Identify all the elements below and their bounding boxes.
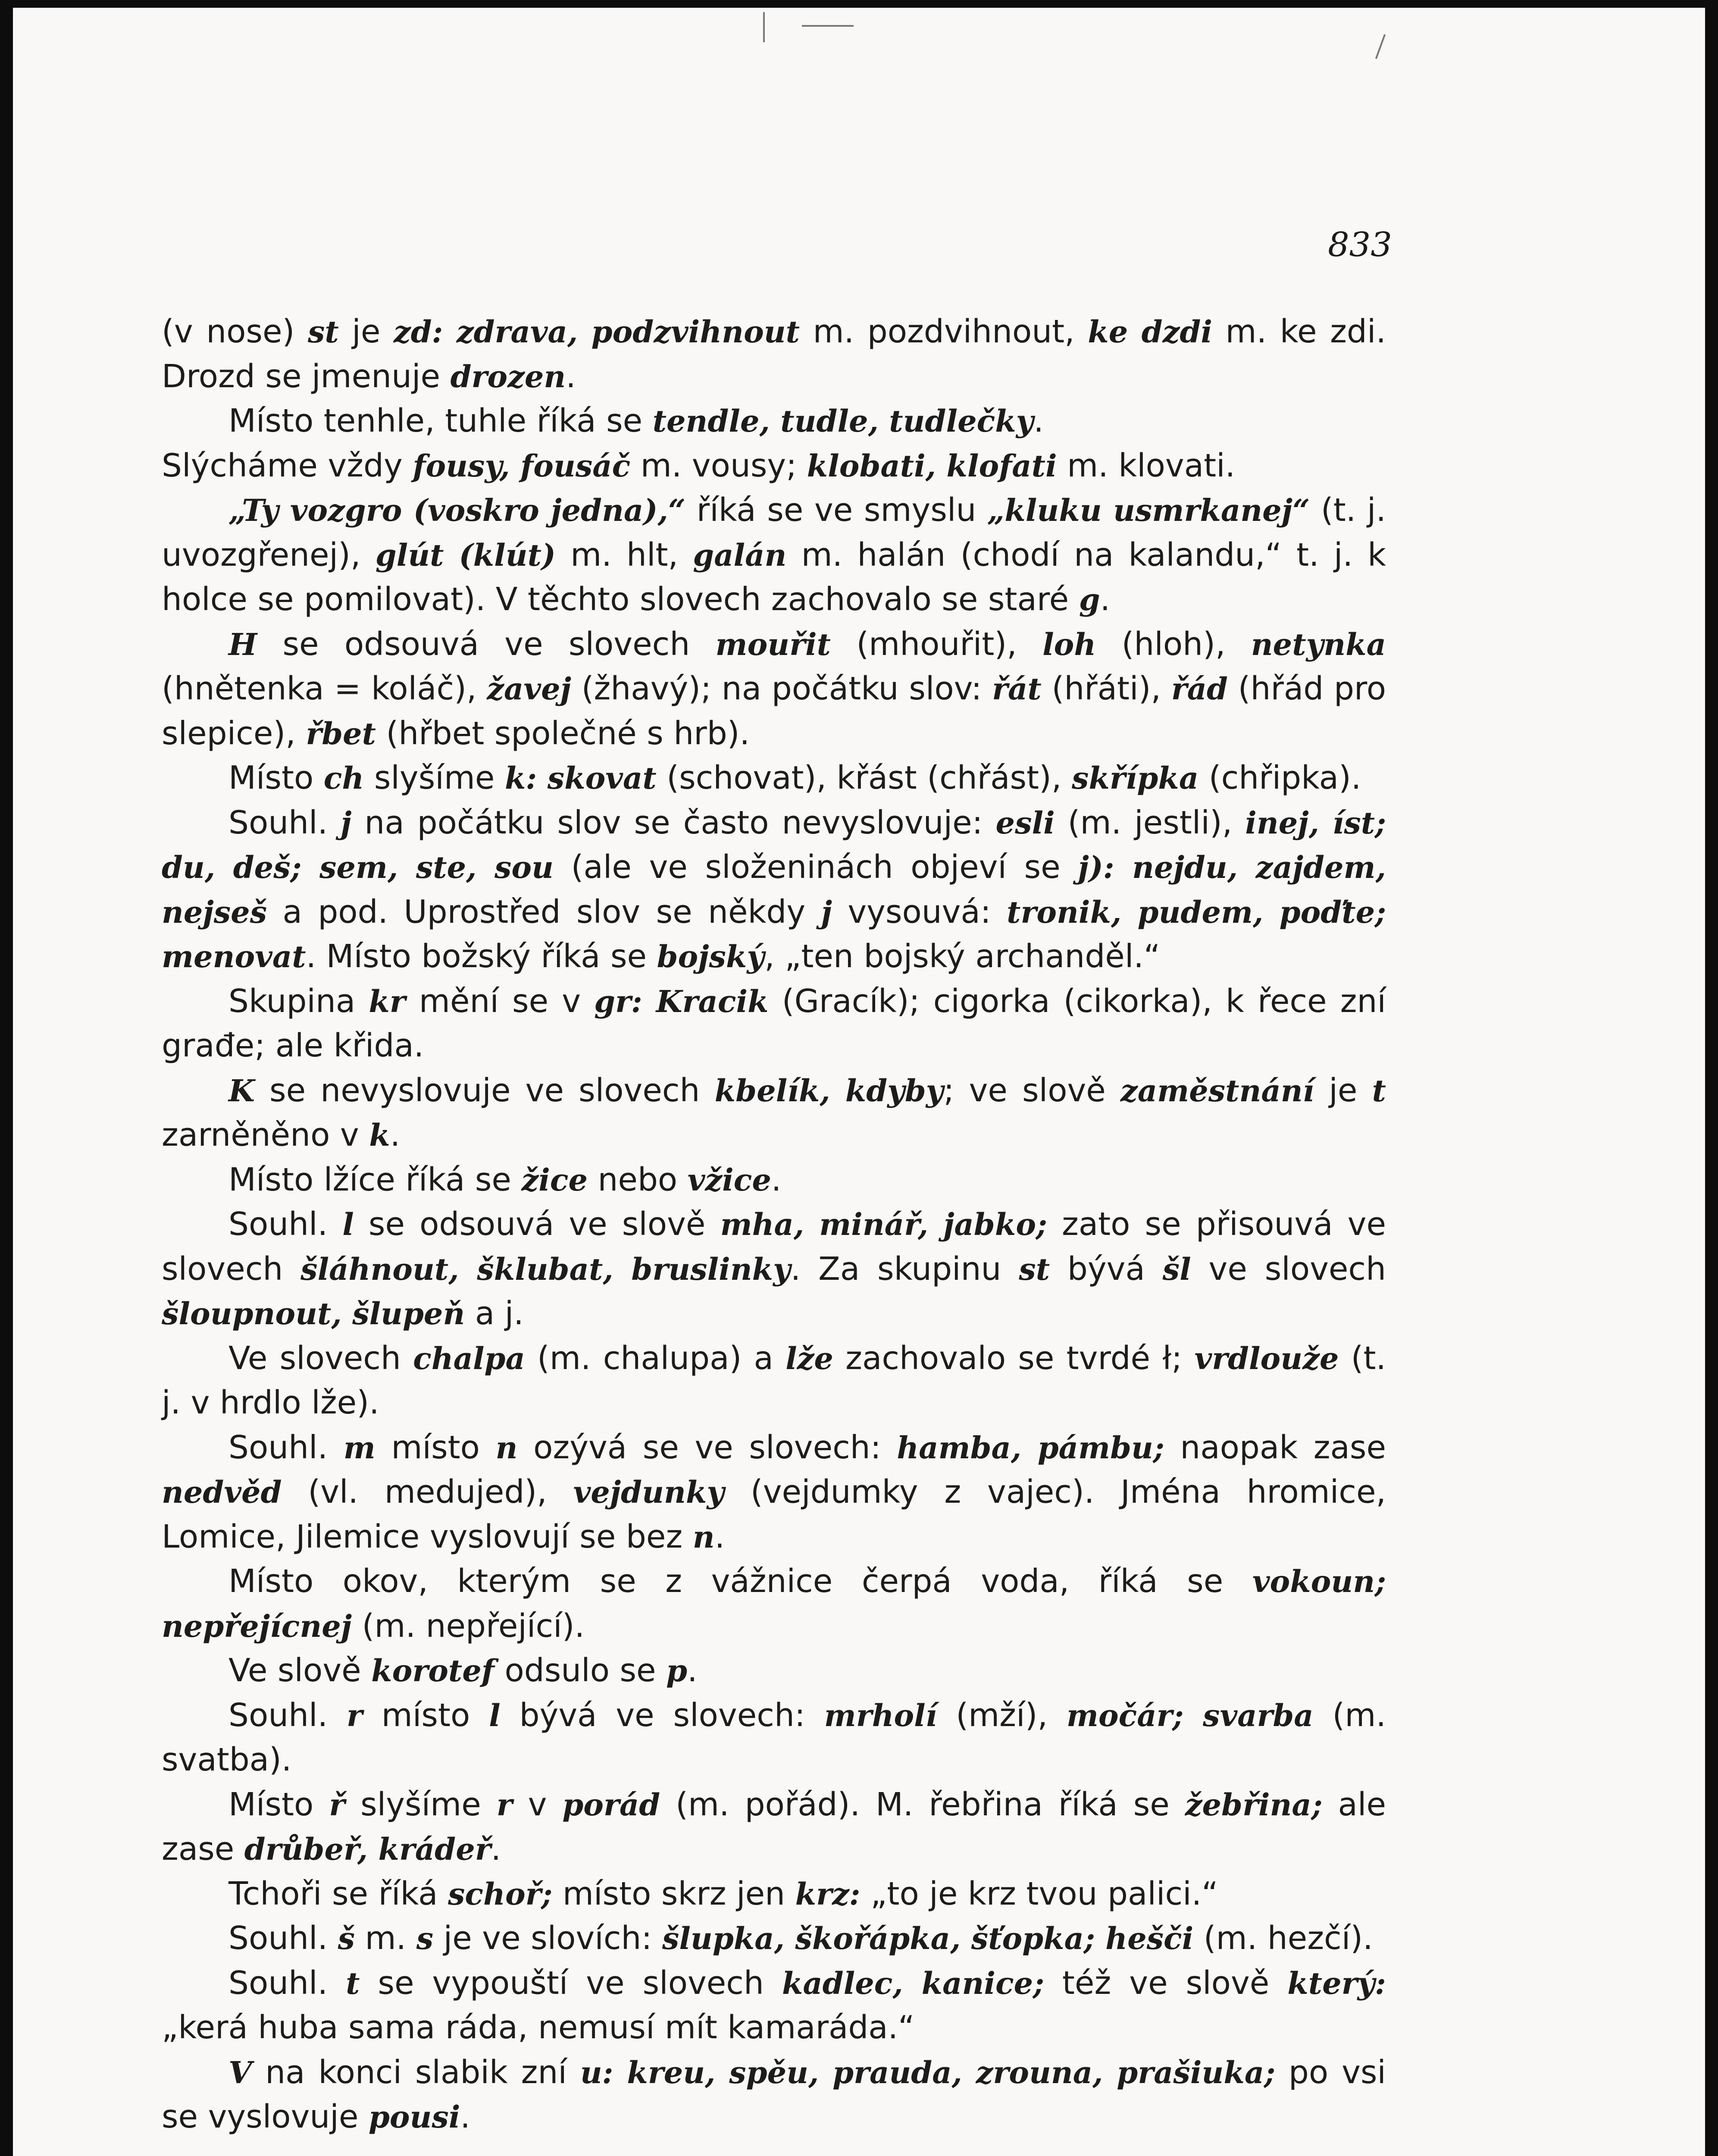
italic-term: esli	[995, 805, 1055, 841]
text-run: „kerá huba sama ráda, nemusí mít kamaráda.“	[162, 2009, 915, 2046]
text-run: . Za skupinu	[790, 1250, 1019, 1288]
text-run: (Gracík); cigorka (cikorka), k řece zní građe; ale křida.	[162, 982, 1386, 1064]
italic-term: zd: zdrava, podzvihnout	[393, 314, 800, 350]
italic-term: V	[228, 2054, 252, 2090]
italic-term: st	[1019, 1251, 1050, 1287]
italic-term: „Ty vozgro (voskro jedna),“	[228, 492, 686, 528]
italic-term: chalpa	[413, 1340, 525, 1376]
italic-term: u: kreu, spěu, prauda, zrouna, prašiuka;	[580, 2054, 1276, 2090]
body-text	[162, 310, 1386, 2140]
text-run: (m. pořád). M. řebřina říká se	[660, 1786, 1185, 1823]
italic-term: gr: Kracik	[594, 983, 769, 1019]
text-run: , „ten bojský archanděl.“	[764, 938, 1161, 975]
italic-term: vejdunky	[573, 1474, 725, 1510]
italic-term: k	[369, 1117, 390, 1153]
italic-term: st	[307, 314, 339, 350]
text-run: slyšíme	[364, 759, 505, 796]
paragraph	[162, 310, 1386, 399]
paragraph	[162, 1202, 1386, 1336]
text-run: bývá	[1050, 1250, 1163, 1288]
text-run: m. hlt,	[556, 536, 693, 573]
text-run: .	[771, 1161, 782, 1198]
text-run: m. ke zdi. Drozd se jmenuje	[162, 313, 1386, 395]
italic-term: šláhnout, šklubat, bruslinky	[300, 1251, 791, 1287]
text-run: (hřbet společné s hrb).	[376, 714, 750, 752]
text-run: se odsouvá ve slově	[354, 1206, 720, 1243]
italic-term: ř	[329, 1786, 345, 1823]
text-run: Slýcháme vždy	[162, 447, 413, 484]
text-run: m. klovati.	[1057, 447, 1236, 484]
italic-term: m	[343, 1429, 376, 1466]
italic-term: schoř;	[448, 1876, 553, 1912]
text-run: m. vousy;	[630, 447, 807, 484]
text-run: bývá ve slovech:	[500, 1696, 824, 1734]
text-run: slyšíme	[345, 1786, 497, 1823]
text-run: Ve slově	[228, 1652, 372, 1689]
text-run: .	[687, 1652, 698, 1689]
text-run: Souhl.	[228, 804, 341, 841]
text-run: je ve slovích:	[433, 1920, 662, 1957]
italic-term: bojský	[657, 939, 765, 975]
text-run: . Místo božský říká se	[306, 938, 657, 975]
italic-term: inej, íst; du, deš; sem, ste, sou	[162, 805, 1386, 885]
text-run: je	[1314, 1072, 1372, 1109]
italic-term: krz:	[795, 1876, 861, 1912]
italic-term: žavej	[487, 671, 571, 707]
italic-term: glút (klút)	[375, 537, 556, 573]
italic-term: l	[342, 1206, 354, 1242]
paragraph	[162, 1158, 1386, 1203]
text-run: zato se přisouvá ve slovech	[162, 1206, 1386, 1288]
text-run: .	[1033, 402, 1044, 439]
italic-term: fousy, fousáč	[413, 448, 631, 484]
italic-term: kadlec, kanice;	[782, 1965, 1044, 2001]
text-run: je	[338, 313, 394, 350]
text-run: .	[390, 1116, 401, 1153]
paragraph	[162, 1693, 1386, 1783]
text-run: Místo okov, kterým se z vážnice čerpá voda, říká se	[228, 1563, 1252, 1600]
text-run: (t. j. v hrdlo lže).	[162, 1339, 1386, 1421]
text-run: (hnětenka = koláč),	[162, 670, 487, 707]
italic-term: j): nejdu, zajdem, nejseš	[162, 849, 1386, 930]
paragraph	[162, 1426, 1386, 1560]
scan-artifact	[763, 12, 765, 42]
text-run: (vl. medujed),	[282, 1473, 573, 1510]
italic-term: k: skovat	[504, 760, 657, 796]
scan-artifact	[802, 25, 854, 27]
italic-term: p	[666, 1653, 688, 1689]
text-run: .	[460, 2098, 470, 2135]
text-run: (schovat), křást (chřást),	[656, 759, 1072, 796]
text-run: „to je krz tvou palici.“	[860, 1875, 1218, 1912]
paragraph	[162, 1648, 1386, 1693]
italic-term: žebřina;	[1185, 1786, 1323, 1823]
text-run: Souhl.	[228, 1696, 347, 1734]
paragraph	[162, 444, 1386, 489]
text-run: (žhavý); na počátku slov:	[571, 670, 992, 707]
paragraph	[162, 1069, 1386, 1158]
text-run: (m. nepřející).	[352, 1607, 585, 1645]
text-run: (chřipka).	[1199, 759, 1361, 796]
italic-term: galán	[693, 537, 787, 573]
italic-term: řád	[1171, 671, 1228, 707]
italic-term: drůbeř, krádeř	[244, 1831, 491, 1867]
italic-term: ch	[323, 760, 364, 796]
scan-artifact	[1375, 34, 1386, 59]
italic-term: j	[821, 894, 832, 930]
text-run: .	[1100, 581, 1111, 618]
text-run: v	[512, 1786, 563, 1823]
italic-term: klobati, klofati	[807, 448, 1057, 484]
text-run: Ve slovech	[228, 1339, 413, 1377]
text-run: Souhl.	[228, 1206, 343, 1243]
book-page	[13, 8, 1705, 2156]
italic-term: šl	[1162, 1251, 1191, 1287]
text-run: mění se v	[405, 982, 595, 1020]
italic-term: ke dzdi	[1088, 314, 1212, 350]
text-run: na počátku slov se často nevyslovuje:	[351, 804, 996, 841]
text-run: Souhl.	[228, 1964, 346, 2002]
italic-term: nedvěd	[162, 1474, 282, 1510]
italic-term: zaměstnání	[1120, 1072, 1314, 1109]
text-run: Místo	[228, 759, 324, 796]
text-run: místo skrz jen	[552, 1875, 795, 1912]
italic-term: šloupnout, šlupeň	[162, 1296, 465, 1332]
text-run: (m. svatba).	[162, 1696, 1386, 1778]
paragraph	[162, 1961, 1386, 2050]
text-run: (m. jestli),	[1055, 804, 1245, 841]
italic-term: šlupka, škořápka, šťopka; hešči	[662, 1921, 1194, 1956]
text-run: Místo lžíce říká se	[228, 1161, 522, 1198]
italic-term: l	[489, 1697, 501, 1733]
text-run: ; ve slově	[943, 1072, 1120, 1109]
paragraph	[162, 1559, 1386, 1648]
text-run: a pod. Uprostřed slov se někdy	[267, 893, 821, 931]
paragraph	[162, 801, 1386, 979]
text-run: vysouvá:	[832, 893, 1007, 931]
text-run: místo	[362, 1696, 489, 1734]
italic-term: žice	[521, 1162, 588, 1198]
paragraph	[162, 488, 1386, 622]
text-run: naopak zase	[1164, 1429, 1386, 1466]
paragraph	[162, 1336, 1386, 1426]
italic-term: t	[1372, 1072, 1386, 1109]
text-run: zarněněno v	[162, 1116, 369, 1153]
italic-term: j	[341, 805, 352, 841]
text-run: (mží),	[937, 1696, 1067, 1734]
italic-term: tronik, pudem, poďte; menovat	[162, 894, 1386, 975]
text-run: m. halán (chodí na kalandu,“ t. j. k holce se pomilovat). V těchto slovech zachovalo se staré	[162, 536, 1386, 618]
paragraph	[162, 1916, 1386, 1961]
italic-term: loh	[1042, 626, 1096, 662]
italic-term: řát	[992, 671, 1042, 707]
paragraph	[162, 1783, 1386, 1872]
italic-term: g	[1079, 582, 1100, 617]
italic-term: r	[347, 1697, 363, 1733]
text-run: odsulo se	[494, 1652, 667, 1689]
text-run: nebo	[588, 1161, 688, 1198]
italic-term: drozen	[450, 358, 566, 395]
italic-term: který:	[1287, 1965, 1386, 2001]
italic-term: netynka	[1251, 626, 1386, 662]
italic-term: mouřit	[715, 626, 831, 662]
text-run: (hřáti),	[1041, 670, 1171, 707]
text-run: Místo tenhle, tuhle říká se	[228, 402, 653, 439]
text-run: .	[491, 1830, 501, 1868]
paragraph	[162, 1872, 1386, 1917]
text-run: (mhouřit),	[831, 625, 1043, 663]
paragraph	[162, 979, 1386, 1069]
text-run: (vejdumky z vajec). Jména hromice, Lomice, Jilemice vyslovují se bez	[162, 1473, 1386, 1555]
italic-term: vrdlouže	[1194, 1340, 1339, 1376]
text-run: též ve slově	[1044, 1964, 1288, 2002]
text-run: .	[566, 357, 576, 395]
italic-term: vokoun; nepřejícnej	[162, 1564, 1386, 1644]
paragraph	[162, 622, 1386, 756]
paragraph	[162, 399, 1386, 444]
italic-term: kr	[369, 983, 406, 1019]
italic-term: tendle, tudle, tudlečky	[652, 403, 1034, 439]
italic-term: hamba, pámbu;	[897, 1429, 1164, 1466]
italic-term: močár; svarba	[1066, 1697, 1314, 1733]
italic-term: mha, minář, jabko;	[720, 1206, 1047, 1242]
italic-term: H	[228, 626, 257, 662]
paragraph	[162, 756, 1386, 801]
text-run: (hloh),	[1096, 625, 1251, 663]
text-run: (m. chalupa) a	[525, 1339, 786, 1377]
text-run: (m. hezčí).	[1193, 1920, 1373, 1957]
text-run: ozývá se ve slovech:	[517, 1429, 897, 1466]
page-number: 833	[1328, 226, 1392, 264]
italic-term: s	[416, 1921, 434, 1956]
text-run: místo	[375, 1429, 496, 1466]
text-run: se odsouvá ve slovech	[257, 625, 716, 663]
italic-term: n	[692, 1519, 715, 1555]
text-run: Skupina	[228, 982, 369, 1020]
text-run: Místo	[228, 1786, 329, 1823]
italic-term: kbelík, kdyby	[714, 1072, 944, 1109]
text-run: (t. j. uvozgřenej),	[162, 492, 1386, 573]
text-run: na konci slabik zní	[252, 2053, 580, 2091]
text-run: (hřád pro slepice),	[162, 670, 1386, 752]
italic-term: t	[346, 1965, 360, 2001]
italic-term: porád	[562, 1786, 660, 1823]
text-run: ale zase	[162, 1786, 1386, 1868]
paragraph	[162, 2050, 1386, 2140]
text-run: (v nose)	[162, 313, 308, 350]
text-run: .	[714, 1518, 725, 1555]
text-run: zachovalo se tvrdé ł;	[833, 1339, 1195, 1377]
text-run: Tchoři se říká	[228, 1875, 448, 1912]
text-run: po vsi se vyslovuje	[162, 2053, 1386, 2135]
italic-term: K	[228, 1072, 255, 1109]
italic-term: korotef	[371, 1653, 494, 1689]
text-run: se nevyslovuje ve slovech	[254, 1072, 715, 1109]
text-run: (ale ve složeninách objeví se	[553, 849, 1078, 886]
text-run: m. pozdvihnout,	[799, 313, 1088, 350]
italic-term: r	[496, 1786, 513, 1823]
italic-term: mrholí	[824, 1697, 937, 1733]
italic-term: skřípka	[1071, 760, 1199, 796]
text-run: Souhl.	[228, 1920, 338, 1957]
italic-term: vžice	[687, 1162, 771, 1198]
italic-term: š	[338, 1921, 355, 1956]
italic-term: „kluku usmrkanej“	[987, 492, 1310, 528]
italic-term: pousi	[368, 2099, 460, 2135]
text-run: m.	[355, 1920, 416, 1957]
text-run: Souhl.	[228, 1429, 344, 1466]
text-run: ve slovech	[1191, 1250, 1386, 1288]
italic-term: lže	[785, 1340, 833, 1376]
italic-term: řbet	[306, 715, 376, 752]
text-run: a j.	[465, 1295, 524, 1332]
text-run: říká se ve smyslu	[685, 492, 987, 529]
text-run: se vypouští ve slovech	[360, 1964, 782, 2002]
italic-term: n	[495, 1429, 518, 1466]
